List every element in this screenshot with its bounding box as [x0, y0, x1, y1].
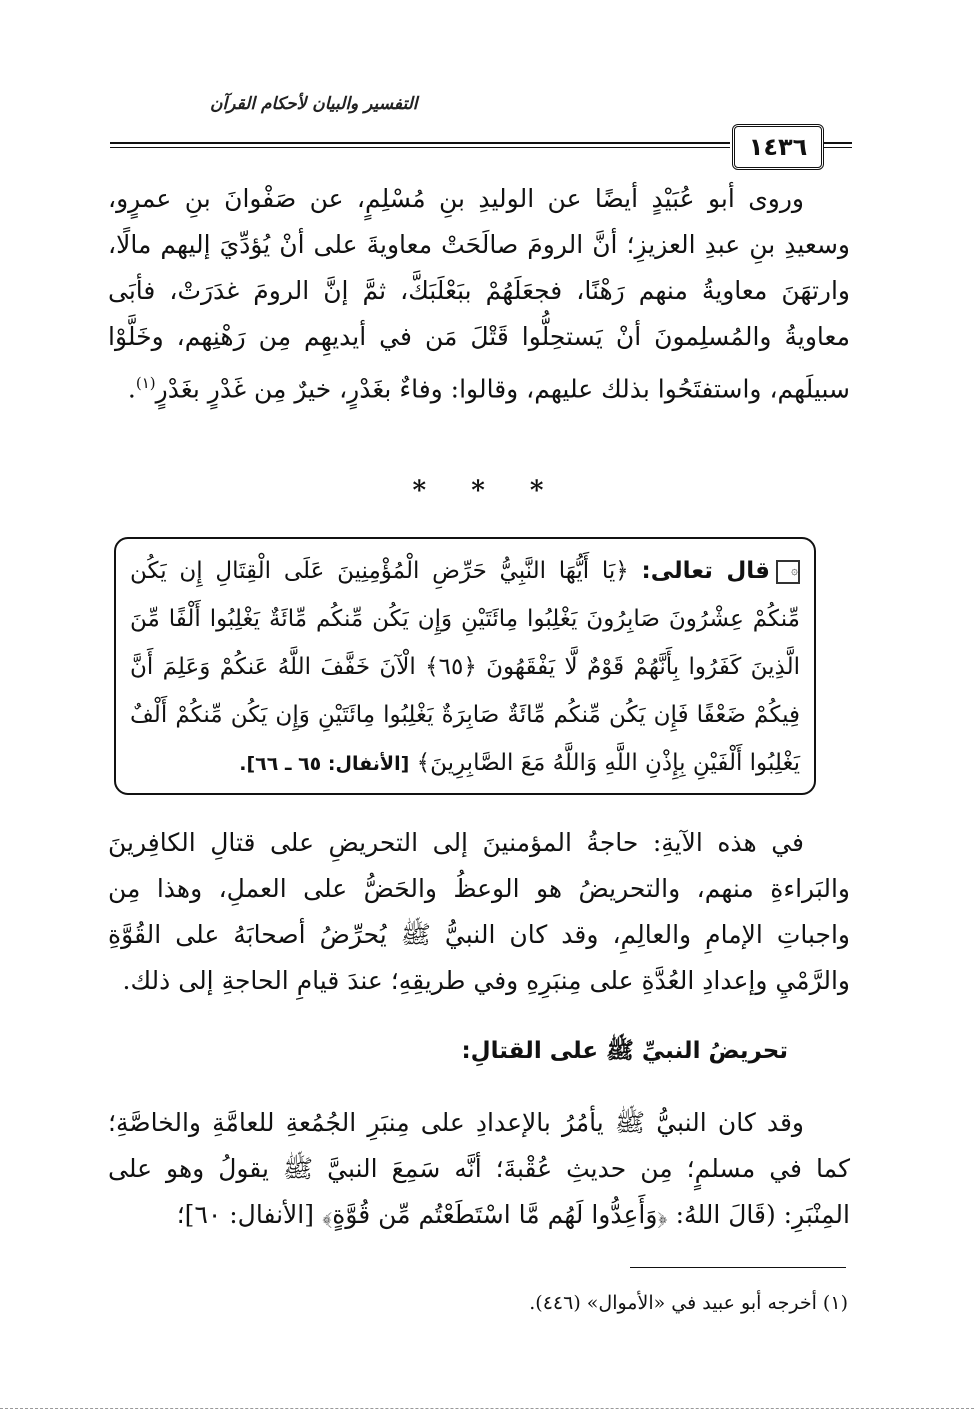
header-rule-right	[822, 142, 852, 144]
verse-marker-icon: ۞	[776, 560, 800, 584]
book-title: التفسير والبيان لأحكام القرآن	[210, 94, 418, 114]
quran-verse-box	[114, 537, 816, 795]
header-rule-thin	[110, 147, 730, 148]
verse-reference: [الأنفال: ٦٥ ـ ٦٦].	[239, 753, 410, 775]
section-heading: تحريضُ النبيِّ ﷺ على القتالِ:	[461, 1038, 788, 1064]
verse-text: ﴿يَا أَيُّهَا النَّبِيُّ حَرِّضِ الْمُؤْمِنِينَ عَلَى الْقِتَالِ إِن يَكُن مِّنكُمْ عِشْرُونَ صَابِرُونَ يَغْلِبُوا مِائَتَيْنِ وَإِن يَكُن مِّنكُم مِّائَةٌ يَغْلِبُوا أَلْفًا مِّنَ الَّذِينَ كَفَرُوا بِأَنَّهُمْ قَوْمٌ لَّا يَفْقَهُونَ ﴿٦٥﴾ الْآنَ خَفَّفَ اللَّهُ عَنكُمْ وَعَلِمَ أَنَّ فِيكُمْ ضَعْفًا فَإِن يَكُن مِّنكُم مِّائَةٌ صَابِرَةٌ يَغْلِبُوا مِائَتَيْنِ وَإِن يَكُن مِّنكُمْ أَلْفٌ يَغْلِبُوا أَلْفَيْنِ بِإِذْنِ اللَّهِ وَاللَّهُ مَعَ الصَّابِرِينَ﴾	[130, 558, 801, 776]
verse-lead: قال تعالى:	[641, 558, 770, 584]
paragraph-2: في هذه الآيةِ: حاجةُ المؤمنينَ إلى التحريضِ على قتالِ الكافِرينَ والبَراءةِ منهم، والتحريضُ هو الوعظُ والحَضُّ على العملِ، وهذا مِن واجباتِ الإمامِ والعالِمِ، وقد كان النبيُّ ﷺ يُحرِّضُ أصحابَهُ على القُوَّةِ والرَّمْيِ وإعدادِ العُدَّةِ على مِنبَرِهِ وفي طريقِهِ؛ عندَ قيامِ الحاجةِ إلى ذلك.	[108, 828, 850, 995]
footnote-rule	[630, 1267, 846, 1268]
header-rule-right-thin	[822, 147, 852, 148]
paragraph-1-text: وروى أبو عُبَيْدٍ أيضًا عن الوليدِ بنِ مُسْلِمٍ، عن صَفْوانَ بنِ عمرٍو، وسعيدِ بنِ عبدِ العزيزِ؛ أنَّ الرومَ صالَحَتْ معاويةَ على أنْ يُؤدِّيَ إليهم مالًا، وارتهَنَ معاويةُ منهم رَهْنًا، فجعَلَهُمْ ببَعْلَبَكَّ، ثمَّ إنَّ الرومَ غدَرَتْ، فأبَى معاويةُ والمُسلِمونَ أنْ يَستحِلُّوا قَتْلَ مَن في أيديهِم مِن رَهْنِهم، وخَلَّوْا سبيلَهم، واستفتَحُوا بذلك عليهم، وقالوا: وفاءٌ بغَدْرٍ، خيرٌ مِن غَدْرٍ بغَدْرٍ	[108, 184, 850, 404]
paragraph-3: وقد كان النبيُّ ﷺ يأمُرُ بالإعدادِ على مِنبَرِ الجُمُعةِ للعامَّةِ والخاصَّةِ؛ كما في مسلمٍ؛ مِن حديثِ عُقْبةَ؛ أنَّه سَمِعَ النبيَّ ﷺ يقولُ وهو على المِنْبَرِ: (قَالَ اللهُ: ﴿وَأَعِدُّوا لَهُم مَّا اسْتَطَعْتُم مِّن قُوَّةٍ﴾ [الأنفال: ٦٠]؛	[108, 1108, 850, 1229]
footnote-reference: (١)	[135, 374, 156, 392]
section-separator: * * *	[412, 476, 562, 506]
page-bottom-edge	[0, 1408, 974, 1409]
footnote: (١) أخرجه أبو عبيد في «الأموال» (٤٤٦).	[529, 1292, 848, 1314]
page-header	[100, 86, 860, 166]
page-number: ١٤٣٦	[732, 124, 824, 170]
header-rule	[110, 142, 730, 144]
paragraph-1: وروى أبو عُبَيْدٍ أيضًا عن الوليدِ بنِ مُسْلِمٍ، عن صَفْوانَ بنِ عمرٍو، وسعيدِ بنِ عبدِ العزيزِ؛ أنَّ الرومَ صالَحَتْ معاويةَ على أنْ يُؤدِّيَ إليهم مالًا، وارتهَنَ معاويةُ منهم رَهْنًا، فجعَلَهُمْ ببَعْلَبَكَّ، ثمَّ إنَّ الرومَ غدَرَتْ، فأبَى معاويةُ والمُسلِمونَ أنْ يَستحِلُّوا قَتْلَ مَن في أيديهِم مِن رَهْنِهم، وخَلَّوْا سبيلَهم، واستفتَحُوا بذلك عليهم، وقالوا: وفاءٌ بغَدْرٍ، خيرٌ مِن غَدْرٍ بغَدْرٍ$^{(١)}$.	[108, 184, 850, 404]
